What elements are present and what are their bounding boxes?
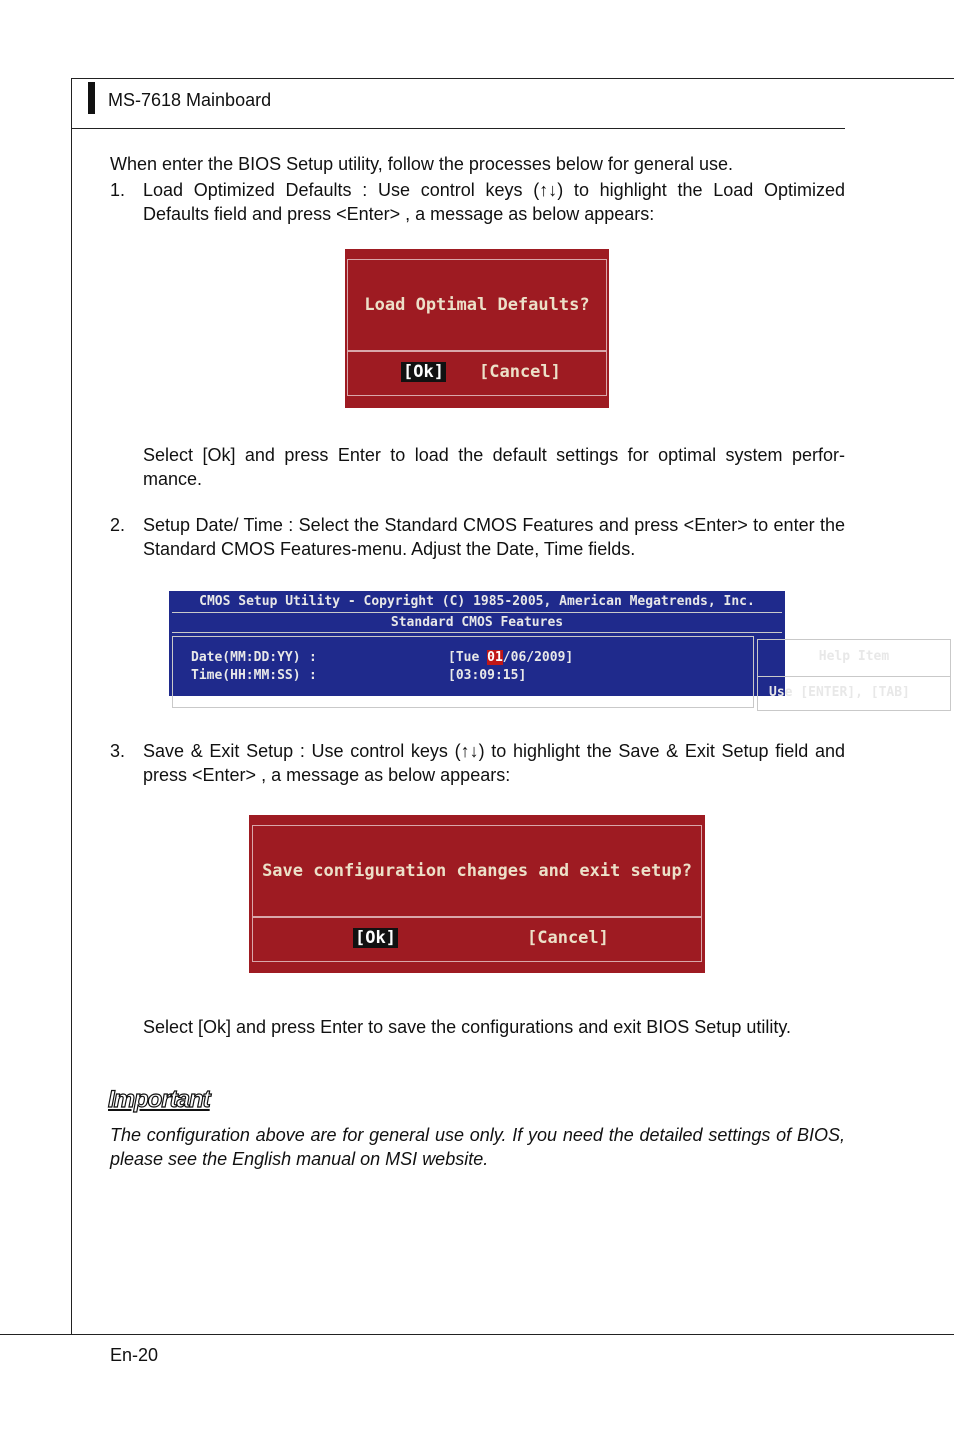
cmos-help-divider: [757, 676, 951, 677]
cmos-subtitle: Standard CMOS Features: [172, 612, 782, 633]
top-border-line: [71, 78, 954, 79]
date-month-highlight[interactable]: 01: [487, 650, 503, 665]
step-3-text: Save & Exit Setup : Use control keys (↑↓) to highlight the Save & Exit Setup field and press <Enter> , a message as below appears:: [143, 741, 845, 785]
step-1-text: Load Optimized Defaults : Use control keys (↑↓) to highlight the Load Optimized Defaults field and press <Enter> , a message as below appears:: [143, 180, 845, 224]
header-marker-bar: [88, 82, 95, 114]
step-3-number: 3.: [110, 741, 126, 761]
step-3-after-text: Select [Ok] and press Enter to save the configurations and exit BIOS Setup utility.: [143, 1017, 792, 1037]
important-heading: Important: [108, 1086, 210, 1113]
cancel-button[interactable]: [Cancel]: [527, 928, 609, 948]
intro-text: When enter the BIOS Setup utility, follow the processes below for general use.: [110, 154, 733, 174]
cmos-title: CMOS Setup Utility - Copyright (C) 1985-2005, American Megatrends, Inc.: [199, 594, 755, 609]
step-2-number: 2.: [110, 515, 126, 535]
page-header-title: MS-7618 Mainboard: [108, 90, 272, 110]
dialog-message: Load Optimal Defaults?: [364, 295, 590, 315]
step-1-number: 1.: [110, 180, 126, 200]
step-1-after-text: Select [Ok] and press Enter to load the default settings for optimal system perfor-mance.: [143, 445, 845, 489]
ok-button[interactable]: [Ok]: [355, 928, 396, 948]
save-exit-dialog: [249, 815, 705, 973]
date-prefix: [Tue: [448, 650, 488, 665]
header-rule: [71, 128, 845, 129]
load-defaults-dialog: [345, 249, 609, 408]
ok-button[interactable]: [Ok]: [403, 362, 444, 382]
date-label: Date(MM:DD:YY): [191, 650, 301, 665]
cmos-setup-screen: [169, 591, 910, 700]
step-2-text: Setup Date/ Time : Select the Standard CMOS Features and press <Enter> to enter the Standard CMOS Features-menu. Adjust the Date, Time fields.: [143, 515, 845, 559]
bottom-border-line: [0, 1334, 954, 1335]
date-colon: :: [309, 650, 317, 665]
date-field[interactable]: [448, 650, 573, 665]
time-colon: :: [309, 668, 317, 683]
time-field[interactable]: [03:09:15]: [448, 668, 527, 683]
dialog-button-frame: [252, 916, 702, 962]
cancel-button[interactable]: [Cancel]: [479, 362, 561, 382]
dialog-message: Save configuration changes and exit setup?: [262, 861, 692, 881]
important-note-text: The configuration above are for general use only. If you need the detailed settings of BIOS, please see the English manual on MSI website.: [110, 1125, 845, 1169]
cmos-help-title: Help Item: [818, 649, 890, 664]
cmos-help-text: Use [ENTER], [TAB]: [769, 685, 910, 700]
left-border-line: [71, 78, 72, 1335]
page-number: En-20: [110, 1345, 159, 1365]
time-label: Time(HH:MM:SS): [191, 668, 301, 683]
date-suffix: /06/2009]: [502, 650, 574, 665]
